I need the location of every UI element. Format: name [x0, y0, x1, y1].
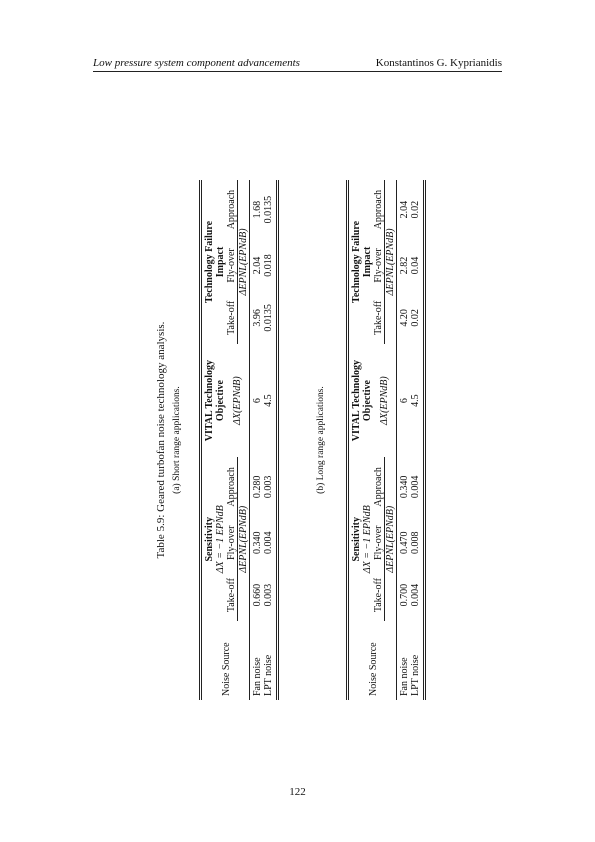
cell-value: 6 — [250, 344, 264, 457]
col-failure: Technology Failure — [348, 180, 363, 344]
cell-value: 2.82 — [397, 239, 411, 292]
table-short-range — [199, 180, 279, 700]
col-delta-epnl: ΔEPNL(EPNdB) — [385, 180, 397, 344]
col-takeoff: Take-off — [226, 292, 238, 344]
table-row — [263, 180, 278, 700]
cell-value: 0.04 — [410, 239, 425, 292]
col-noise-source: Noise Source — [348, 621, 397, 700]
col-takeoff: Take-off — [373, 292, 385, 344]
cell-value: 0.02 — [410, 180, 425, 239]
table-row — [397, 180, 411, 700]
col-approach: Approach — [373, 180, 385, 239]
cell-value: 0.02 — [410, 292, 425, 344]
col-approach: Approach — [226, 180, 238, 239]
cell-value: 0.0135 — [263, 180, 278, 239]
row-source: Fan noise — [250, 621, 264, 700]
rotated-table-block — [155, 170, 421, 710]
row-source: LPT noise — [410, 621, 425, 700]
table-caption: Table 5.9: Geared turbofan noise technology analysis. — [155, 321, 167, 559]
col-sensitivity-sub: ΔX = −1 EPNdB — [215, 505, 226, 574]
col-delta-epnl: ΔEPNL(EPNdB) — [385, 457, 397, 621]
col-delta-x: ΔX(EPNdB) — [373, 344, 397, 457]
cell-value: 1.68 — [250, 180, 264, 239]
subcaption-b: (b) Long range applications. — [316, 386, 326, 494]
row-source: LPT noise — [263, 621, 278, 700]
col-vital-sub: Objective — [362, 380, 373, 422]
cell-value: 4.20 — [397, 292, 411, 344]
cell-value: 3.96 — [250, 292, 264, 344]
header-section-title: Low pressure system component advancements — [93, 57, 300, 69]
cell-value: 2.04 — [397, 180, 411, 239]
cell-value: 0.700 — [397, 569, 411, 621]
col-flyover: Fly-over — [373, 516, 385, 569]
col-approach: Approach — [226, 457, 238, 516]
col-failure-sub: Impact — [215, 246, 226, 278]
col-flyover: Fly-over — [226, 516, 238, 569]
col-failure: Technology Failure — [201, 180, 216, 344]
cell-value: 0.470 — [397, 516, 411, 569]
col-vital-sub: Objective — [215, 380, 226, 422]
col-delta-x: ΔX(EPNdB) — [226, 344, 250, 457]
subcaption-a: (a) Short range applications. — [172, 386, 182, 494]
cell-value: 2.04 — [250, 239, 264, 292]
cell-value: 0.280 — [250, 457, 264, 516]
col-sensitivity: Sensitivity — [348, 457, 363, 621]
col-flyover: Fly-over — [226, 239, 238, 292]
header-author: Konstantinos G. Kyprianidis — [375, 57, 502, 69]
col-takeoff: Take-off — [226, 569, 238, 621]
col-sensitivity: Sensitivity — [201, 457, 216, 621]
table-long-range — [346, 180, 426, 700]
page-number: 122 — [289, 786, 306, 798]
cell-value: 0.018 — [263, 239, 278, 292]
col-approach: Approach — [373, 457, 385, 516]
cell-value: 0.008 — [410, 516, 425, 569]
cell-value: 0.004 — [410, 457, 425, 516]
col-vital: VITAL Technology — [348, 344, 363, 457]
col-noise-source: Noise Source — [201, 621, 250, 700]
cell-value: 4.5 — [410, 344, 425, 457]
cell-value: 0.660 — [250, 569, 264, 621]
cell-value: 0.004 — [263, 516, 278, 569]
cell-value: 0.004 — [410, 569, 425, 621]
col-failure-sub: Impact — [362, 246, 373, 278]
col-flyover: Fly-over — [373, 239, 385, 292]
cell-value: 0.340 — [397, 457, 411, 516]
cell-value: 0.0135 — [263, 292, 278, 344]
running-header — [93, 57, 502, 71]
col-vital: VITAL Technology — [201, 344, 216, 457]
col-sensitivity-sub: ΔX = −1 EPNdB — [362, 505, 373, 574]
table-row — [250, 180, 264, 700]
cell-value: 6 — [397, 344, 411, 457]
cell-value: 4.5 — [263, 344, 278, 457]
row-source: Fan noise — [397, 621, 411, 700]
cell-value: 0.340 — [250, 516, 264, 569]
col-delta-epnl: ΔEPNL(EPNdB) — [238, 457, 250, 621]
table-row — [410, 180, 425, 700]
cell-value: 0.003 — [263, 569, 278, 621]
col-delta-epnl: ΔEPNL(EPNdB) — [238, 180, 250, 344]
header-rule — [93, 71, 502, 72]
cell-value: 0.003 — [263, 457, 278, 516]
col-takeoff: Take-off — [373, 569, 385, 621]
